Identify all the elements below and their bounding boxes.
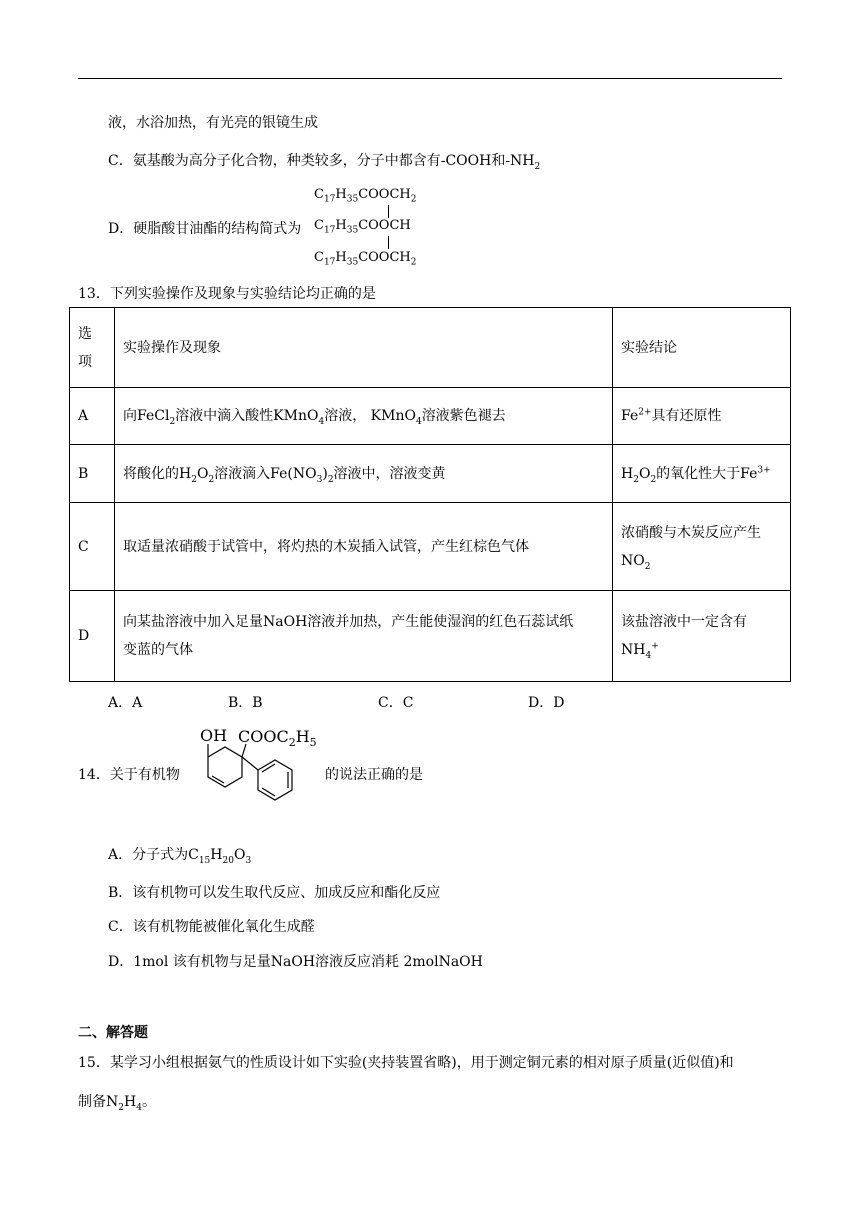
q14-structure-diagram <box>180 722 320 822</box>
row-conclusion: 浓硝酸与木炭反应产生 $NO_2$ <box>613 503 791 591</box>
q13-choice-d: D．D <box>528 695 565 711</box>
q13-choice-a: A．A <box>108 695 143 711</box>
header-operation: 实验操作及现象 <box>115 308 613 388</box>
q14-option-c: C．该有机物能被催化氧化生成醛 <box>108 919 315 935</box>
q14-stem-post: 的说法正确的是 <box>325 767 423 783</box>
stearin-bond-1 <box>388 205 389 218</box>
table-row <box>70 388 791 445</box>
header-rule <box>78 78 782 79</box>
table-header-row <box>70 308 791 388</box>
q15-line-1: 15．某学习小组根据氨气的性质设计如下实验(夹持装置省略)，用于测定铜元素的相对原子质量(近似值)和 <box>78 1055 734 1071</box>
row-option: A <box>70 388 115 445</box>
row-operation: 取适量浓硝酸于试管中，将灼热的木炭插入试管，产生红棕色气体 <box>115 503 613 591</box>
row-operation: 向FeCl$_2$溶液中滴入酸性KMnO$_4$溶液， KMnO$_4$溶液紫色褪去 <box>115 388 613 445</box>
q13-choice-b: B．B <box>228 695 263 711</box>
stearin-row-1: $C_{17}H_{35}COOCH_2$ <box>314 187 417 205</box>
stearin-row-3: $C_{17}H_{35}COOCH_2$ <box>314 250 417 268</box>
q12-option-c: C．氨基酸为高分子化合物，种类较多，分子中都含有-COOH和$-NH_2$ <box>108 153 541 172</box>
table-row <box>70 445 791 503</box>
q12-option-b-tail: 液，水浴加热，有光亮的银镜生成 <box>108 115 318 131</box>
row-operation: 向某盐溶液中加入足量NaOH溶液并加热，产生能使湿润的红色石蕊试纸 变蓝的气体 <box>115 591 613 682</box>
q13-stem: 13．下列实验操作及现象与实验结论均正确的是 <box>78 286 376 302</box>
q12-option-d: D．硬脂酸甘油酯的结构简式为 <box>108 221 302 237</box>
section-title: 二、解答题 <box>78 1025 148 1041</box>
row-option: C <box>70 503 115 591</box>
row-conclusion: 该盐溶液中一定含有 $NH_4^+$ <box>613 591 791 682</box>
stearin-bond-2 <box>388 236 389 249</box>
q15-line-2: 制备$N_2H_4$。 <box>78 1094 156 1113</box>
q14-option-d: D．1mol 该有机物与足量NaOH溶液反应消耗 2molNaOH <box>108 954 483 970</box>
row-option: B <box>70 445 115 503</box>
header-conclusion: 实验结论 <box>613 308 791 388</box>
stearin-row-2: $C_{17}H_{35}COOCH$ <box>314 218 411 236</box>
row-conclusion: $Fe^{2+}$具有还原性 <box>613 388 791 445</box>
q13-choice-c: C．C <box>378 695 414 711</box>
row-conclusion: $H_2O_2$的氧化性大于$Fe^{3+}$ <box>613 445 791 503</box>
header-option: 选 项 <box>70 308 115 388</box>
q14-option-a: A．分子式为$C_{15}H_{20}O_3$ <box>108 847 252 866</box>
q14-stem-pre: 14．关于有机物 <box>78 767 180 783</box>
ester-label: $COOC_2H_5$ <box>238 727 317 749</box>
table-row <box>70 591 791 682</box>
q13-table <box>69 307 791 682</box>
row-operation: 将酸化的$H_2O_2$溶液滴入$Fe(NO_3)_2$溶液中，溶液变黄 <box>115 445 613 503</box>
table-row <box>70 503 791 591</box>
q14-option-b: B．该有机物可以发生取代反应、加成反应和酯化反应 <box>108 885 441 901</box>
oh-label: OH <box>200 726 228 745</box>
row-option: D <box>70 591 115 682</box>
